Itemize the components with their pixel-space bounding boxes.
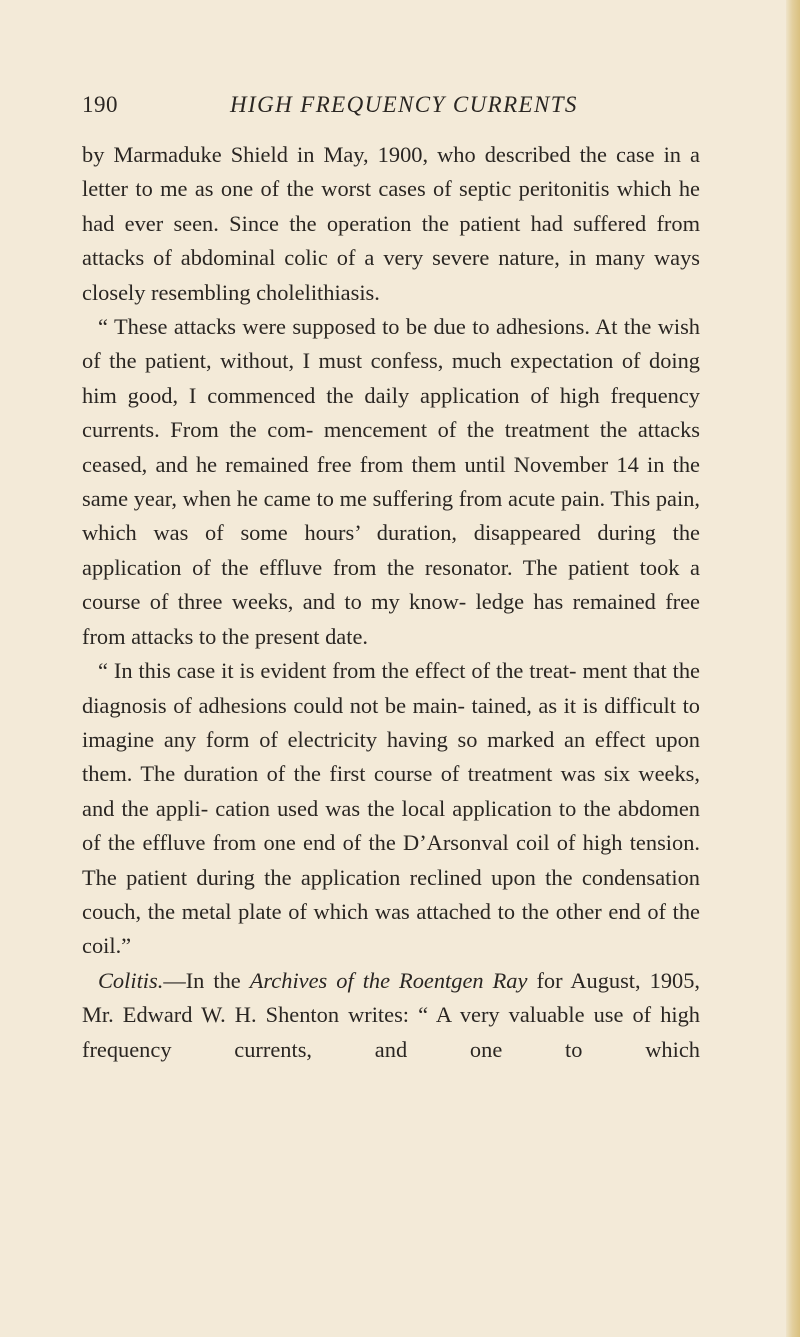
paragraph-1: by Marmaduke Shield in May, 1900, who described the case in a letter to me as one of the worst cases of septic peritonitis which he had ever seen. Since the operation the patient had suffered from attacks of abdominal colic of a very severe nature, in many ways closely resembling cholelithiasis. bbox=[82, 142, 700, 305]
page-edge bbox=[786, 0, 800, 1337]
paragraph-4-text-a: —In the bbox=[163, 967, 250, 993]
body-text bbox=[82, 138, 700, 1067]
page-header bbox=[82, 88, 702, 122]
journal-title: Archives of the Roentgen Ray bbox=[249, 967, 528, 993]
page-number: 190 bbox=[82, 92, 118, 117]
paragraph-4-text-b: for August, 1905, Mr. Edward W. H. Shenton writes: “ A very valuable use of high frequency currents, and one to which bbox=[82, 967, 701, 1062]
paragraph-4 bbox=[82, 964, 700, 1067]
section-heading-colitis: Colitis. bbox=[98, 967, 164, 993]
paragraph-2: “ These attacks were supposed to be due to adhesions. At the wish of the patient, without, I must confess, much expectation of doing him good, I commenced the daily application of high frequency currents. From the com- mencement of the treatment the attacks ceased, and he remained free from them until November 14 in the same year, when he came to me suffering from acute pain. This pain, which was of some hours’ duration, disappeared during the application of the effluve from the resonator. The patient took a course of three weeks, and to my know- ledge has remained free from attacks to the present date. bbox=[82, 314, 700, 649]
running-head: HIGH FREQUENCY CURRENTS bbox=[230, 92, 578, 117]
paragraph-3: “ In this case it is evident from the effect of the treat- ment that the diagnosis of adhesions could not be main- tained, as it is difficult to imagine any form of electricity having so marked an effect upon them. The duration of the first course of treatment was six weeks, and the appli- cation used was the local application to the abdomen of the effluve from one end of the D’Arsonval coil of high tension. The patient during the application reclined upon the condensation couch, the metal plate of which was attached to the other end of the coil.” bbox=[82, 658, 700, 959]
